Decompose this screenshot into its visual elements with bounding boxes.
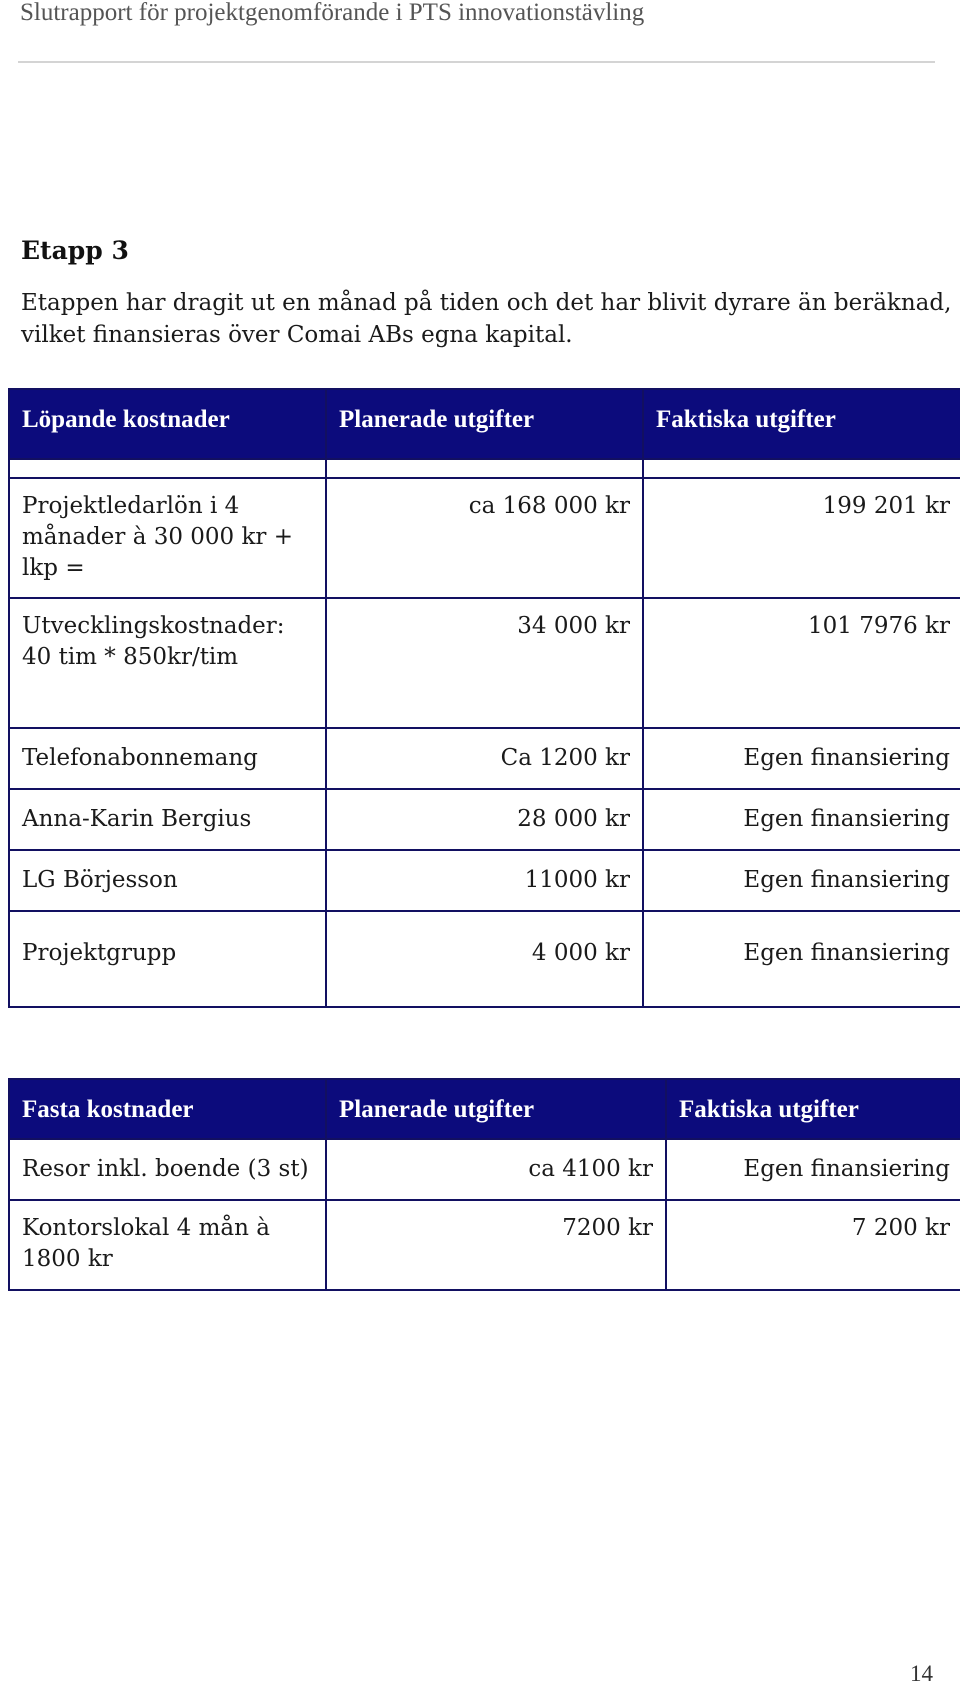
planned-cell: ca 168 000 kr <box>326 478 643 598</box>
section-heading: Etapp 3 <box>21 236 129 265</box>
cost-item-cell: Projektgrupp <box>9 911 326 1007</box>
actual-cell: Egen finansiering <box>666 1139 960 1200</box>
actual-cell: 7 200 kr <box>666 1200 960 1290</box>
cost-item-cell: Telefonabonnemang <box>9 728 326 789</box>
actual-cell: Egen finansiering <box>643 850 960 911</box>
column-header-actual: Faktiska utgifter <box>643 389 960 459</box>
actual-cell: Egen finansiering <box>643 911 960 1007</box>
actual-cell: Egen finansiering <box>643 789 960 850</box>
table-header-row <box>9 389 960 459</box>
cost-item-cell <box>9 1200 326 1290</box>
planned-cell: 34 000 kr <box>326 598 643 728</box>
column-header-planned: Planerade utgifter <box>326 389 643 459</box>
actual-cell: Egen finansiering <box>643 728 960 789</box>
cost-item-cell: Anna-Karin Bergius <box>9 789 326 850</box>
intro-line: Etappen har dragit ut en månad på tiden och det har blivit dyrare än beräknad, <box>21 290 952 316</box>
table-header-row <box>9 1079 960 1139</box>
planned-cell: 7200 kr <box>326 1200 666 1290</box>
fixed-costs-table <box>8 1078 960 1291</box>
intro-line: vilket finansieras över Comai ABs egna kapital. <box>21 322 573 348</box>
table-row <box>9 728 960 789</box>
table-row <box>9 911 960 1007</box>
cost-item-cell <box>9 478 326 598</box>
column-header-fixed-costs: Fasta kostnader <box>9 1079 326 1139</box>
table-row <box>9 789 960 850</box>
running-costs-table <box>8 388 960 1008</box>
page-number: 14 <box>910 1661 933 1686</box>
planned-cell: ca 4100 kr <box>326 1139 666 1200</box>
column-header-planned: Planerade utgifter <box>326 1079 666 1139</box>
table-row <box>9 1139 960 1200</box>
column-header-running-costs: Löpande kostnader <box>9 389 326 459</box>
planned-cell: 28 000 kr <box>326 789 643 850</box>
cost-item-line: lkp = <box>22 555 85 581</box>
cost-item-cell <box>9 598 326 728</box>
actual-cell: 199 201 kr <box>643 478 960 598</box>
running-header: Slutrapport för projektgenomförande i PTS innovationstävling <box>20 0 645 26</box>
table-row <box>9 850 960 911</box>
planned-cell: Ca 1200 kr <box>326 728 643 789</box>
cost-item-line: månader à 30 000 kr + <box>22 524 294 550</box>
table-spacer-row <box>9 459 960 478</box>
cost-item-line: Projektledarlön i 4 <box>22 493 240 519</box>
header-rule <box>18 61 935 63</box>
table-row <box>9 598 960 728</box>
cost-item-cell: LG Börjesson <box>9 850 326 911</box>
cost-item-cell: Resor inkl. boende (3 st) <box>9 1139 326 1200</box>
planned-cell: 4 000 kr <box>326 911 643 1007</box>
cost-item-line: 40 tim * 850kr/tim <box>22 644 239 670</box>
table-row <box>9 478 960 598</box>
cost-item-line: Utvecklingskostnader: <box>22 613 285 639</box>
cost-item-line: 1800 kr <box>22 1246 113 1272</box>
cost-item-line: Kontorslokal 4 mån à <box>22 1215 270 1241</box>
planned-cell: 11000 kr <box>326 850 643 911</box>
actual-cell: 101 7976 kr <box>643 598 960 728</box>
column-header-actual: Faktiska utgifter <box>666 1079 960 1139</box>
table-row <box>9 1200 960 1290</box>
intro-paragraph <box>21 287 952 351</box>
